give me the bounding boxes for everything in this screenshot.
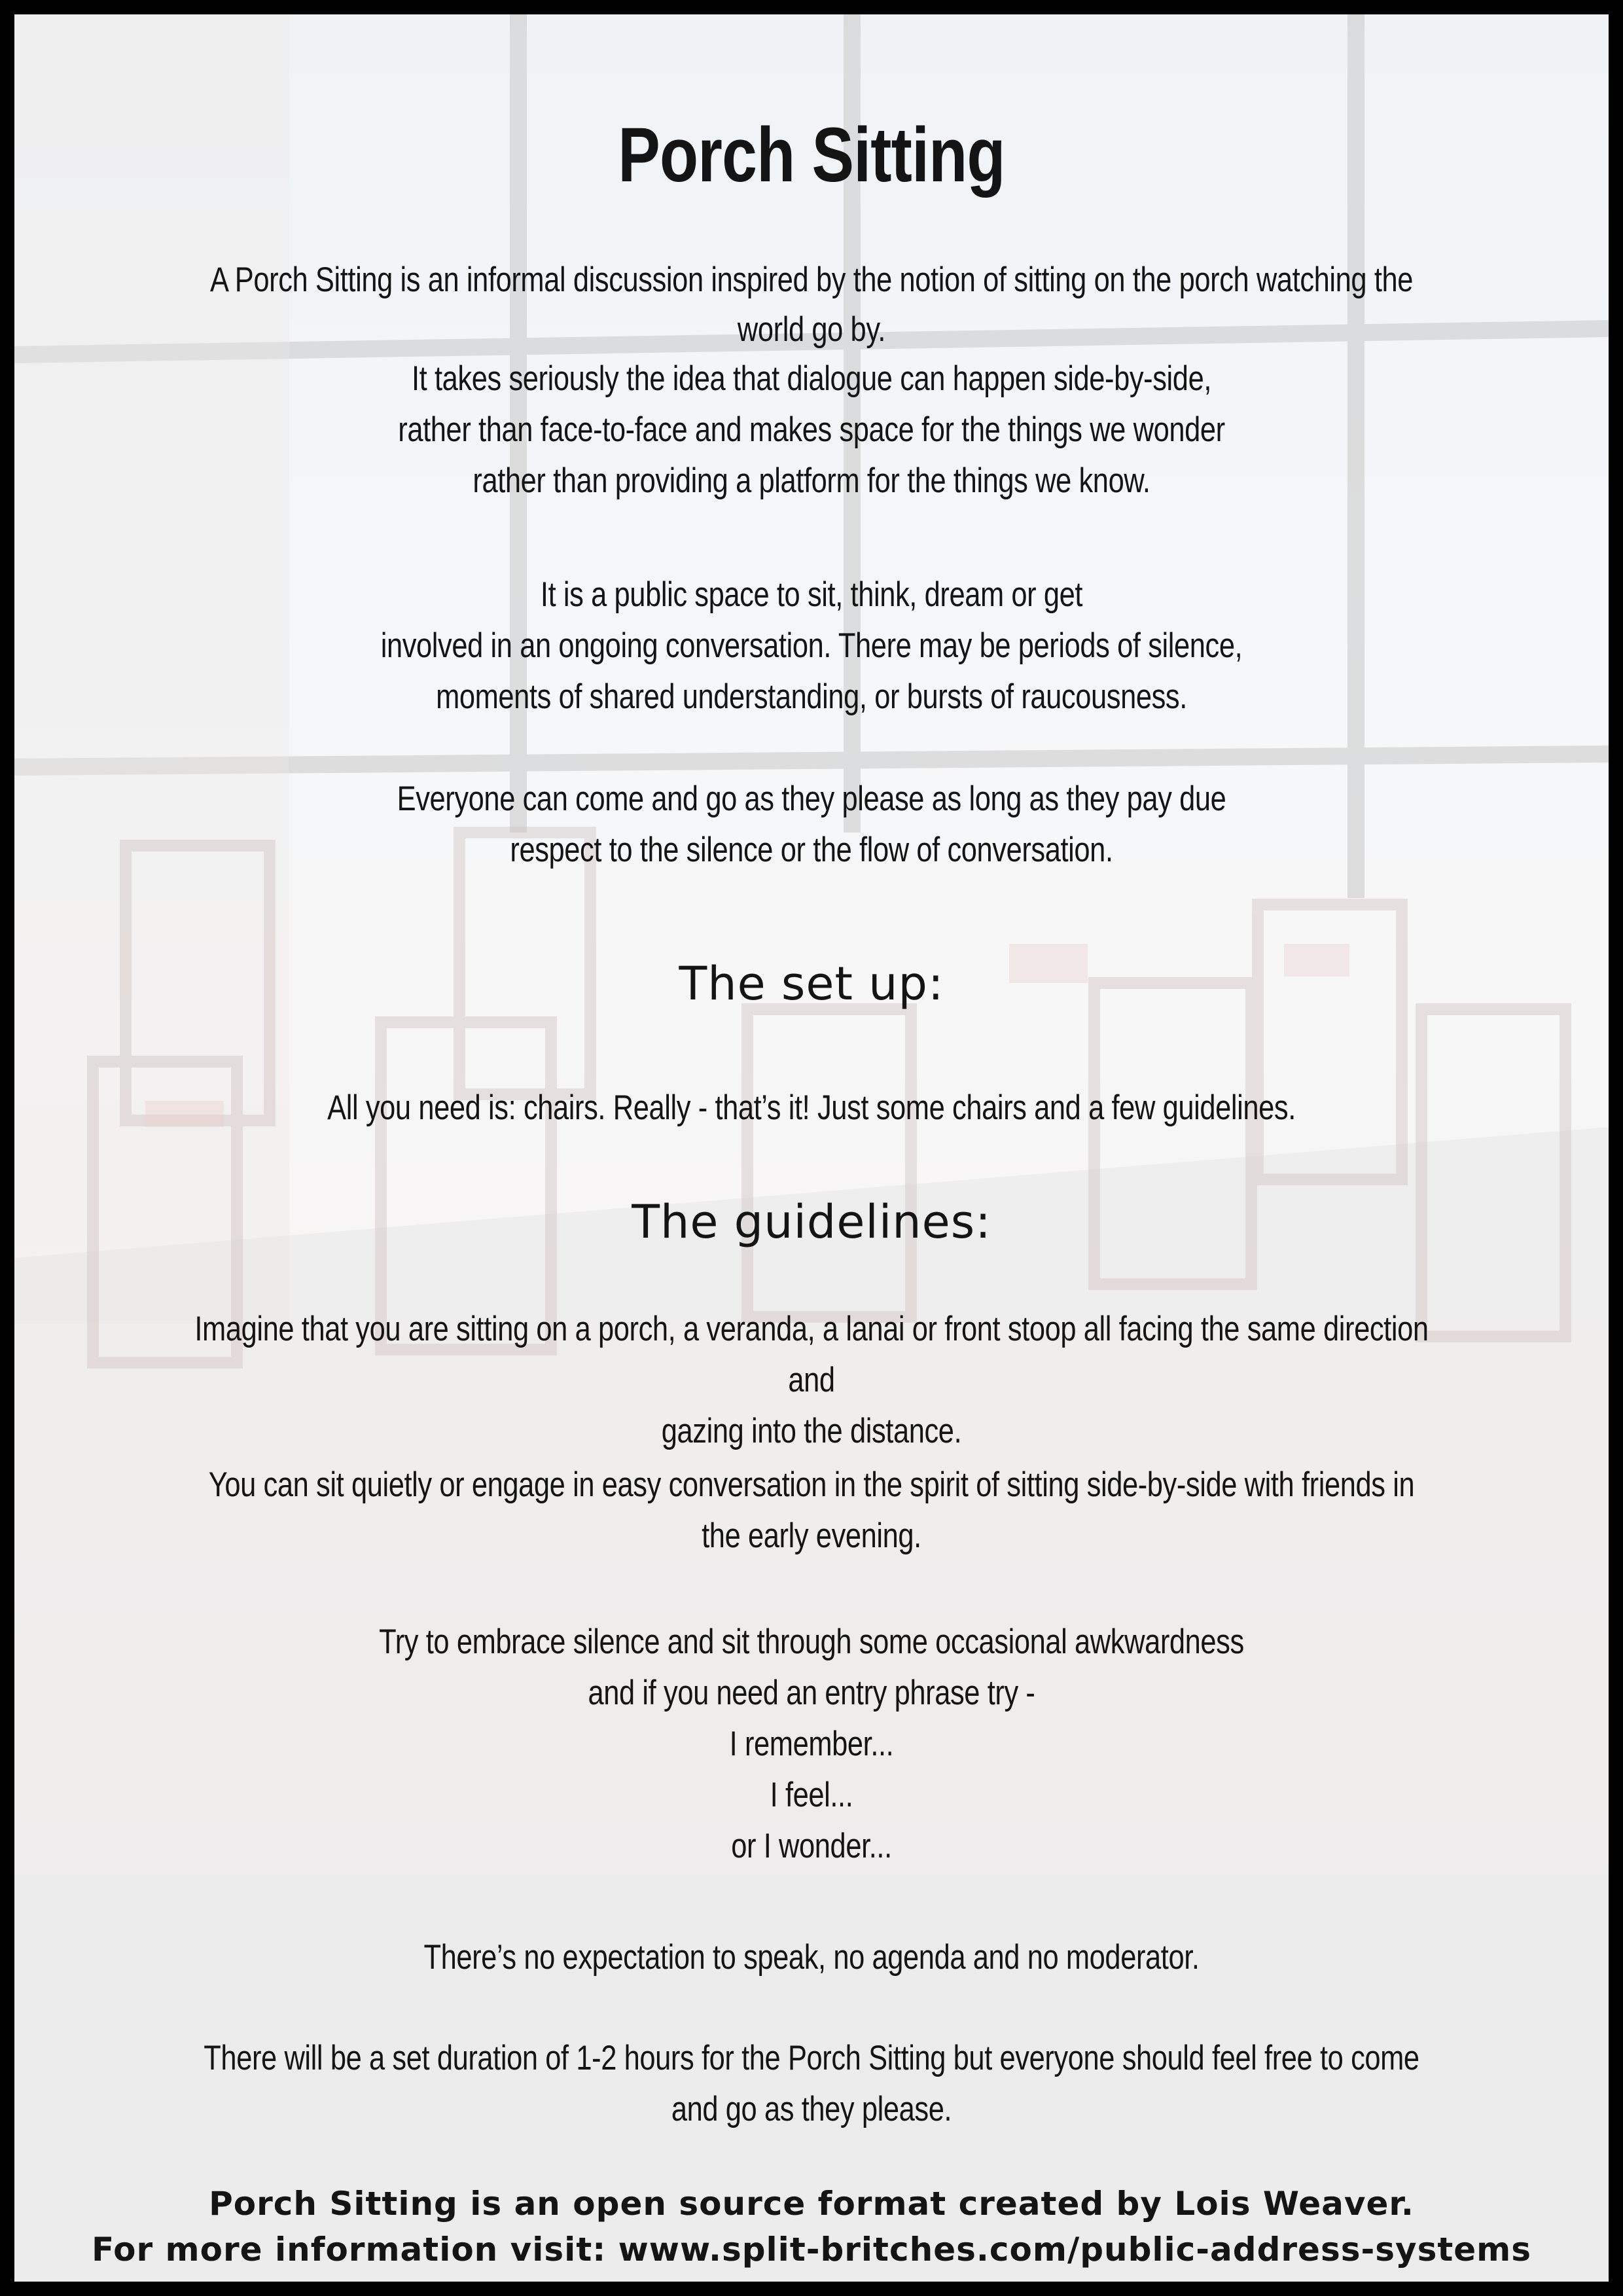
paragraph-line: and go as they please. [671, 2090, 952, 2128]
paragraph-line: I feel... [770, 1776, 853, 1814]
page-title: Porch Sitting [618, 112, 1005, 198]
paragraph-line: I remember... [729, 1725, 894, 1763]
paragraph-line: or I wonder... [731, 1827, 892, 1865]
paragraph-line: It is a public space to sit, think, dream or get [540, 575, 1083, 614]
paragraph-line: Imagine that you are sitting on a porch, a veranda, a lanai or front stoop all facing the same direction and [194, 1310, 1429, 1399]
credit-line: Porch Sitting is an open source format created by Lois Weaver. [209, 2185, 1414, 2223]
paragraph-line: Try to embrace silence and sit through some occasional awkwardness [379, 1623, 1244, 1661]
flyer-content [14, 14, 1609, 2282]
guideline-duration [190, 2033, 1433, 2135]
paragraph-line: gazing into the distance. [661, 1412, 962, 1450]
paragraph-line: moments of shared understanding, or bursts of raucousness. [436, 677, 1187, 716]
paragraph-line: rather than providing a platform for the things we know. [473, 461, 1150, 500]
intro-text: A Porch Sitting is an informal discussion inspired by the notion of sitting on the porch watching the world go by. [209, 260, 1414, 349]
paragraph-line: respect to the silence or the flow of conversation. [510, 831, 1113, 869]
paragraph-come-and-go [190, 774, 1433, 876]
guideline-sit-quietly [190, 1460, 1433, 1562]
paragraph-line: the early evening. [702, 1516, 921, 1555]
paragraph-line: It takes seriously the idea that dialogue can happen side-by-side, [411, 359, 1211, 398]
guideline-no-expectation: There’s no expectation to speak, no agenda and no moderator. [423, 1938, 1200, 1977]
paragraph-public-space [190, 569, 1433, 723]
setup-text: All you need is: chairs. Really - that’s it! Just some chairs and a few guidelines. [327, 1088, 1296, 1127]
paragraph-line: Everyone can come and go as they please as long as they pay due [397, 780, 1226, 818]
paragraph-side-by-side [190, 353, 1433, 507]
guidelines-heading: The guidelines: [632, 1195, 991, 1249]
paragraph-line: You can sit quietly or engage in easy conversation in the spirit of sitting side-by-side with friends in [208, 1465, 1415, 1504]
guideline-embrace-silence [190, 1617, 1433, 1872]
credit-website-line: For more information visit: www.split-britches.com/public-address-systems [91, 2231, 1532, 2269]
paragraph-line: There will be a set duration of 1-2 hours for the Porch Sitting but everyone should feel free to come [204, 2039, 1419, 2077]
paragraph-line: rather than face-to-face and makes space for the things we wonder [398, 410, 1225, 449]
guideline-imagine [190, 1304, 1433, 1457]
setup-heading: The set up: [679, 957, 944, 1011]
paragraph-line: and if you need an entry phrase try - [588, 1674, 1035, 1712]
paragraph-line: involved in an ongoing conversation. There may be periods of silence, [380, 626, 1243, 665]
credit-footer [54, 2181, 1569, 2272]
